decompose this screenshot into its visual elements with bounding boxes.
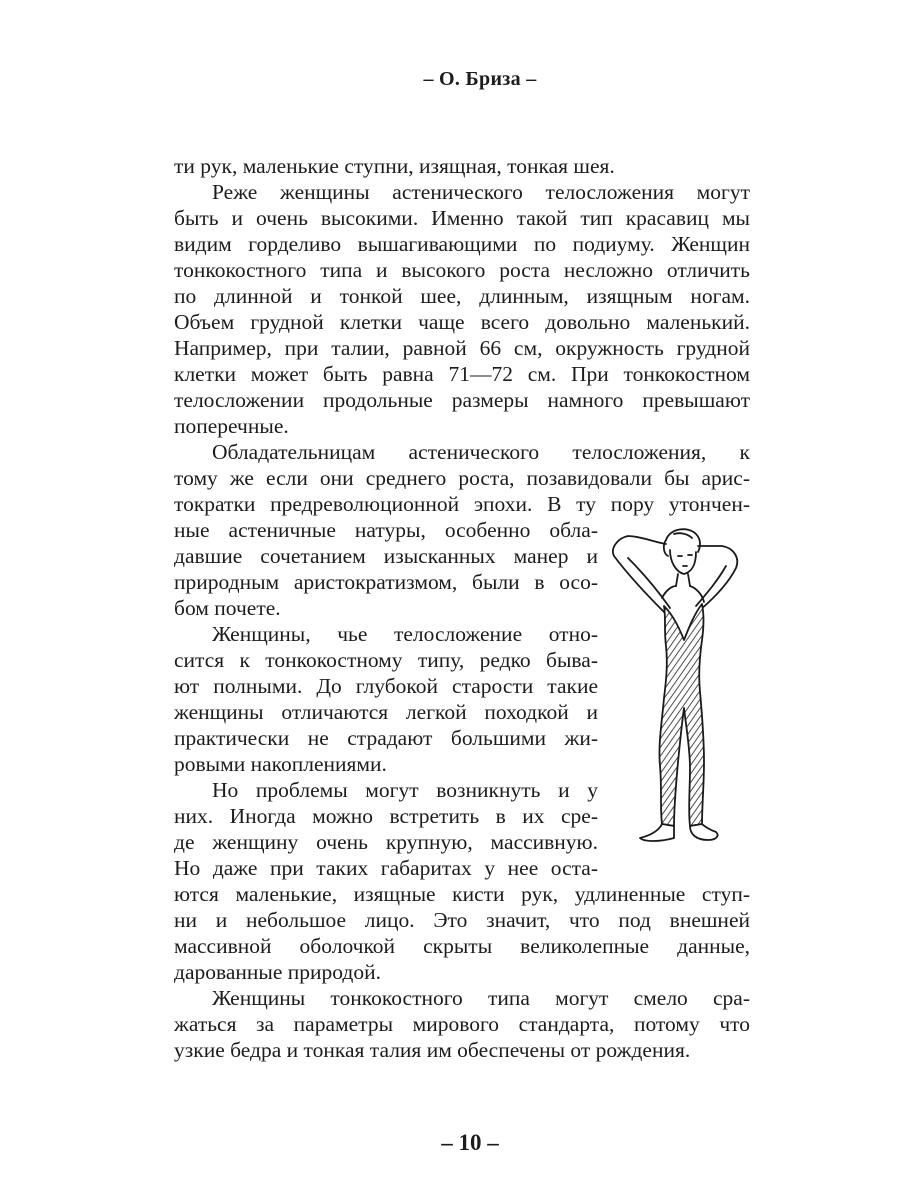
text-line: природным аристократизмом, были в осо-	[174, 570, 598, 594]
text-line: тому же если они среднего роста, позавидовали бы арис-	[174, 466, 750, 490]
text-line: Женщины тонкокостного типа могут смело сра-	[212, 986, 750, 1010]
woman-figure-illustration	[604, 522, 754, 852]
text-line: Но проблемы могут возникнуть и у	[212, 778, 598, 802]
text-line: ные астеничные натуры, особенно обла-	[174, 518, 598, 542]
text-line: де женщину очень крупную, массивную.	[174, 830, 598, 854]
text-line: ти рук, маленькие ступни, изящная, тонкая шея.	[174, 154, 615, 178]
text-line: Например, при талии, равной 66 см, окружность грудной	[174, 336, 750, 360]
text-line: массивной оболочкой скрыты великолепные данные,	[174, 934, 750, 958]
text-line: видим горделиво вышагивающими по подиуму. Женщин	[174, 232, 750, 256]
text-line: них. Иногда можно встретить в их сре-	[174, 804, 598, 828]
text-line: практически не страдают большими жи-	[174, 726, 598, 750]
text-line: давшие сочетанием изысканных манер и	[174, 544, 598, 568]
text-line: ются маленькие, изящные кисти рук, удлиненные ступ-	[174, 882, 750, 906]
text-line: жаться за параметры мирового стандарта, потому что	[174, 1012, 750, 1036]
text-line: тонкокостного типа и высокого роста несложно отличить	[174, 258, 750, 282]
page-number: – 10 –	[441, 1130, 499, 1155]
text-line: Женщины, чье телосложение отно-	[212, 622, 598, 646]
text-line: дарованные природой.	[174, 960, 381, 984]
text-line: Реже женщины астенического телосложения могут	[212, 180, 750, 204]
text-line: телосложении продольные размеры намного превышают	[174, 388, 750, 412]
text-line: Объем грудной клетки чаще всего довольно маленький.	[174, 310, 750, 334]
text-line: ют полными. До глубокой старости такие	[174, 674, 598, 698]
text-line: узкие бедра и тонкая талия им обеспечены от рождения.	[174, 1038, 691, 1062]
text-line: Но даже при таких габаритах у нее оста-	[174, 856, 598, 880]
text-line: бом почете.	[174, 596, 281, 620]
text-line: ни и небольшое лицо. Это значит, что под внешней	[174, 908, 750, 932]
text-line: клетки может быть равна 71—72 см. При тонкокостном	[174, 362, 750, 386]
text-line: сится к тонкокостному типу, редко быва-	[174, 648, 598, 672]
text-line: Обладательницам астенического телосложения, к	[212, 440, 750, 464]
text-line: женщины отличаются легкой походкой и	[174, 700, 598, 724]
text-line: поперечные.	[174, 414, 289, 438]
text-line: ровыми накоплениями.	[174, 752, 387, 776]
text-line: быть и очень высокими. Именно такой тип красавиц мы	[174, 206, 750, 230]
text-line: тократки предреволюционной эпохи. В ту пору утончен-	[174, 492, 750, 516]
text-line: по длинной и тонкой шее, длинным, изящным ногам.	[174, 284, 750, 308]
running-header: – О. Бриза –	[423, 68, 537, 90]
